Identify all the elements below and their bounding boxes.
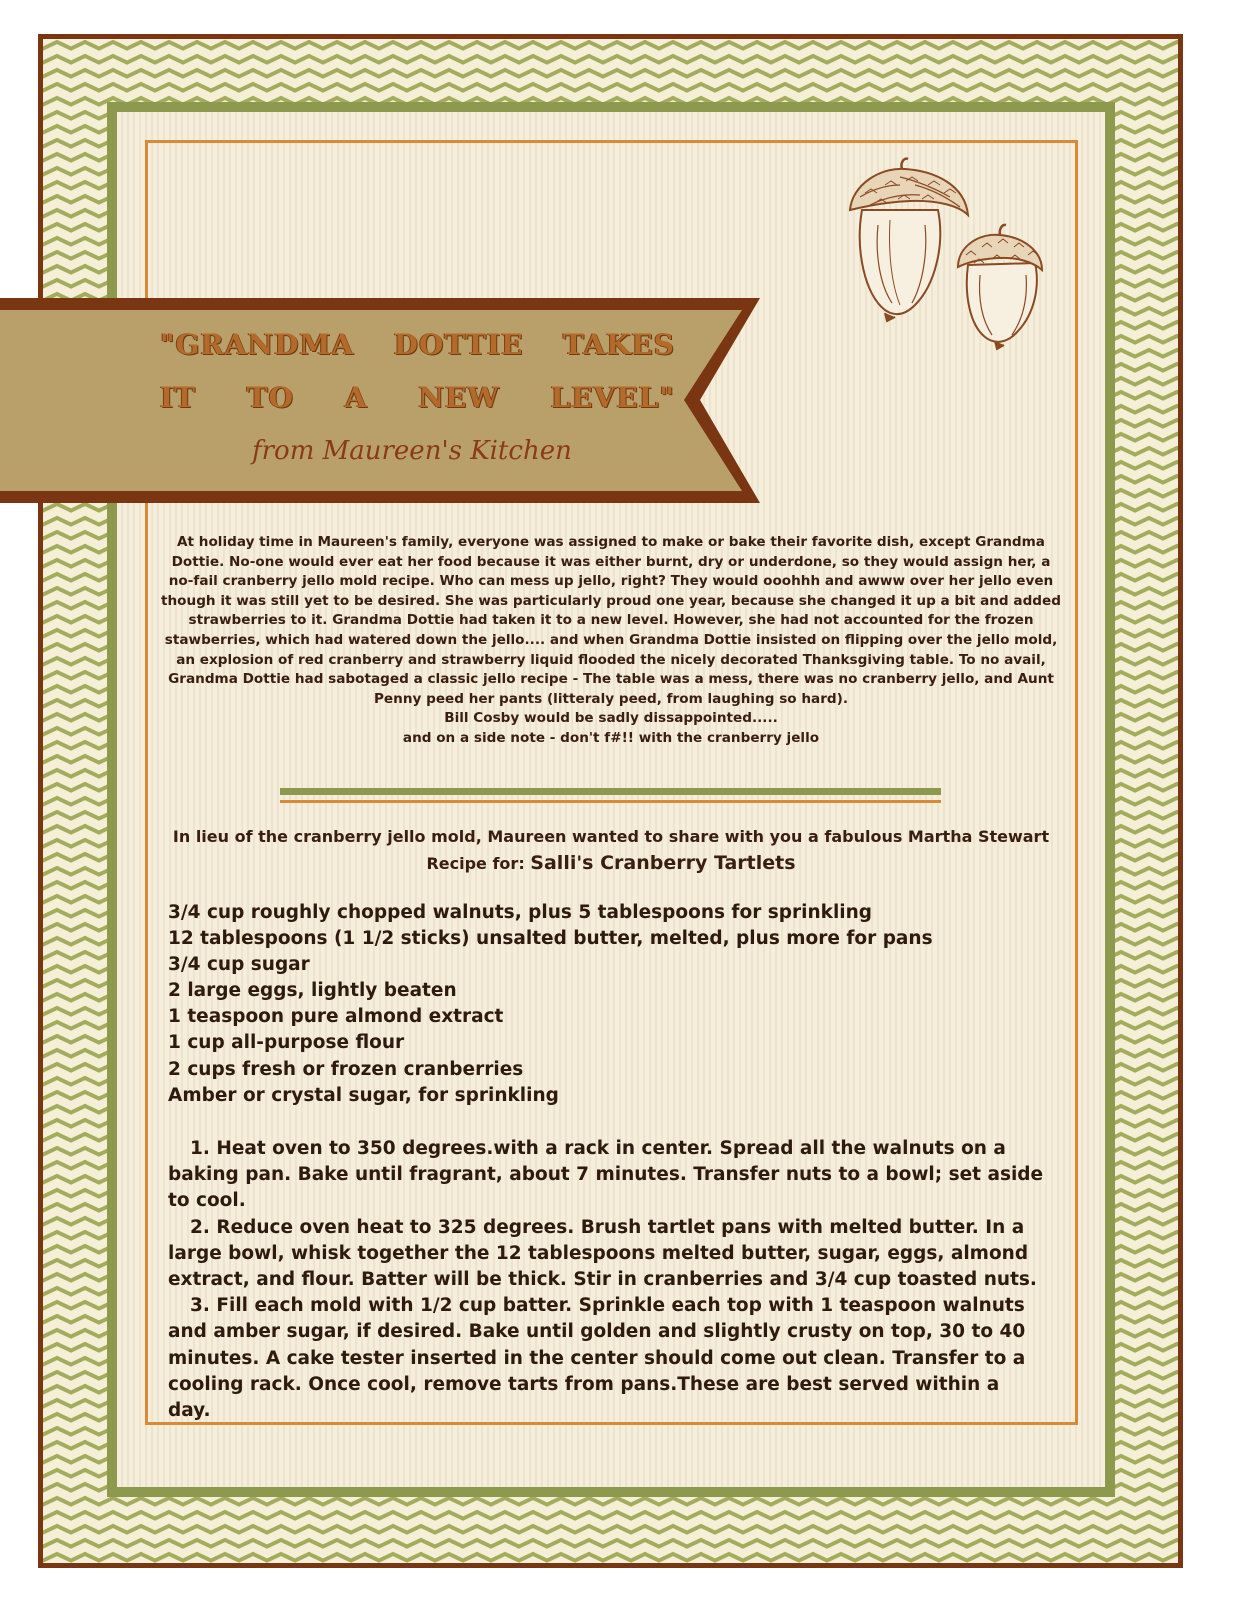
banner-title-line-2 — [160, 381, 675, 414]
acorn-icon — [958, 225, 1042, 349]
title-word: DOTTIE — [393, 328, 524, 361]
ingredient-item: Amber or crystal sugar, for sprinkling — [168, 1084, 559, 1106]
ingredient-item: 2 large eggs, lightly beaten — [168, 980, 457, 1002]
title-word: A — [344, 381, 368, 414]
story-paragraph: At holiday time in Maureen's family, everyone was assigned to make or bake their favorite dish, except Grandma Dottie. No-one would ever eat her food because it was either burnt, dry or underdone, so they would assign her, a no-fail cranberry jello mold recipe. Who can mess up jello, right? They would ooohhh and awww over her jello even though it was still yet to be desired. She was particularly proud one year, because she changed it up a bit and added strawberries to it. Grandma Dottie had taken it to a new level. However, she had not accounted for the frozen stawberries, which had watered down the jello.... and when Grandma Dottie insisted on flipping over the jello mold, an explosion of red cranberry and strawberry liquid flooded the nicely decorated Thanksgiving table. To no avail, Grandma Dottie had sabotaged a classic jello recipe - The table was a mess, there was no cranberry jello, and Aunt Penny peed her pants (litteraly peed, from laughing so hard). — [161, 534, 1061, 707]
story-line: and on a side note - don't f#!! with the cranberry jello — [402, 729, 820, 746]
acorns-illustration — [840, 155, 1055, 355]
title-word: NEW — [418, 381, 500, 414]
story-text — [160, 533, 1062, 749]
recipe-name: Salli's Cranberry Tartlets — [530, 852, 796, 874]
banner-subtitle: from Maureen's Kitchen — [252, 436, 572, 466]
instruction-steps — [168, 1136, 1048, 1424]
ingredient-item: 1 teaspoon pure almond extract — [168, 1006, 504, 1028]
banner-title-line-1 — [160, 328, 675, 361]
ingredient-item: 1 cup all-purpose flour — [168, 1032, 405, 1054]
story-line: Bill Cosby would be sadly dissappointed..... — [444, 710, 778, 727]
ingredient-item: 2 cups fresh or frozen cranberries — [168, 1058, 524, 1080]
step-item: 2. Reduce oven heat to 325 degrees. Brush tartlet pans with melted butter. In a large bowl, whisk together the 12 tablespoons melted butter, sugar, eggs, almond extract, and flour. Batter will be thick. Stir in cranberries and 3/4 cup toasted nuts. — [168, 1216, 1037, 1291]
ingredient-item: 12 tablespoons (1 1/2 sticks) unsalted butter, melted, plus more for pans — [168, 928, 933, 950]
step-item: 1. Heat oven to 350 degrees.with a rack in center. Spread all the walnuts on a baking pan. Bake until fragrant, about 7 minutes. Transfer nuts to a bowl; set aside to cool. — [168, 1138, 1044, 1212]
title-word: "GRANDMA — [160, 328, 355, 361]
recipe-intro — [160, 823, 1062, 877]
acorn-icon — [850, 159, 968, 321]
ingredient-item: 3/4 cup sugar — [168, 954, 310, 976]
title-word: LEVEL" — [550, 381, 675, 414]
step-item: 3. Fill each mold with 1/2 cup batter. Sprinkle each top with 1 teaspoon walnuts and amber sugar, if desired. Bake until golden and slightly crusty on top, 30 to 40 minutes. A cake tester inserted in the center should come out clean. Transfer to a cooling rack. Once cool, remove tarts from pans.These are best served within a day. — [168, 1295, 1026, 1422]
divider-orange — [280, 800, 941, 803]
title-word: TO — [246, 381, 294, 414]
title-word: IT — [160, 381, 196, 414]
title-word: TAKES — [563, 328, 675, 361]
ingredient-list — [168, 900, 1058, 1109]
intro-text: In lieu of the cranberry jello mold, Maureen wanted to share with you a fabulous Martha Stewart Recipe for: — [172, 827, 1050, 873]
divider-green — [280, 788, 941, 795]
ingredient-item: 3/4 cup roughly chopped walnuts, plus 5 tablespoons for sprinkling — [168, 902, 873, 923]
